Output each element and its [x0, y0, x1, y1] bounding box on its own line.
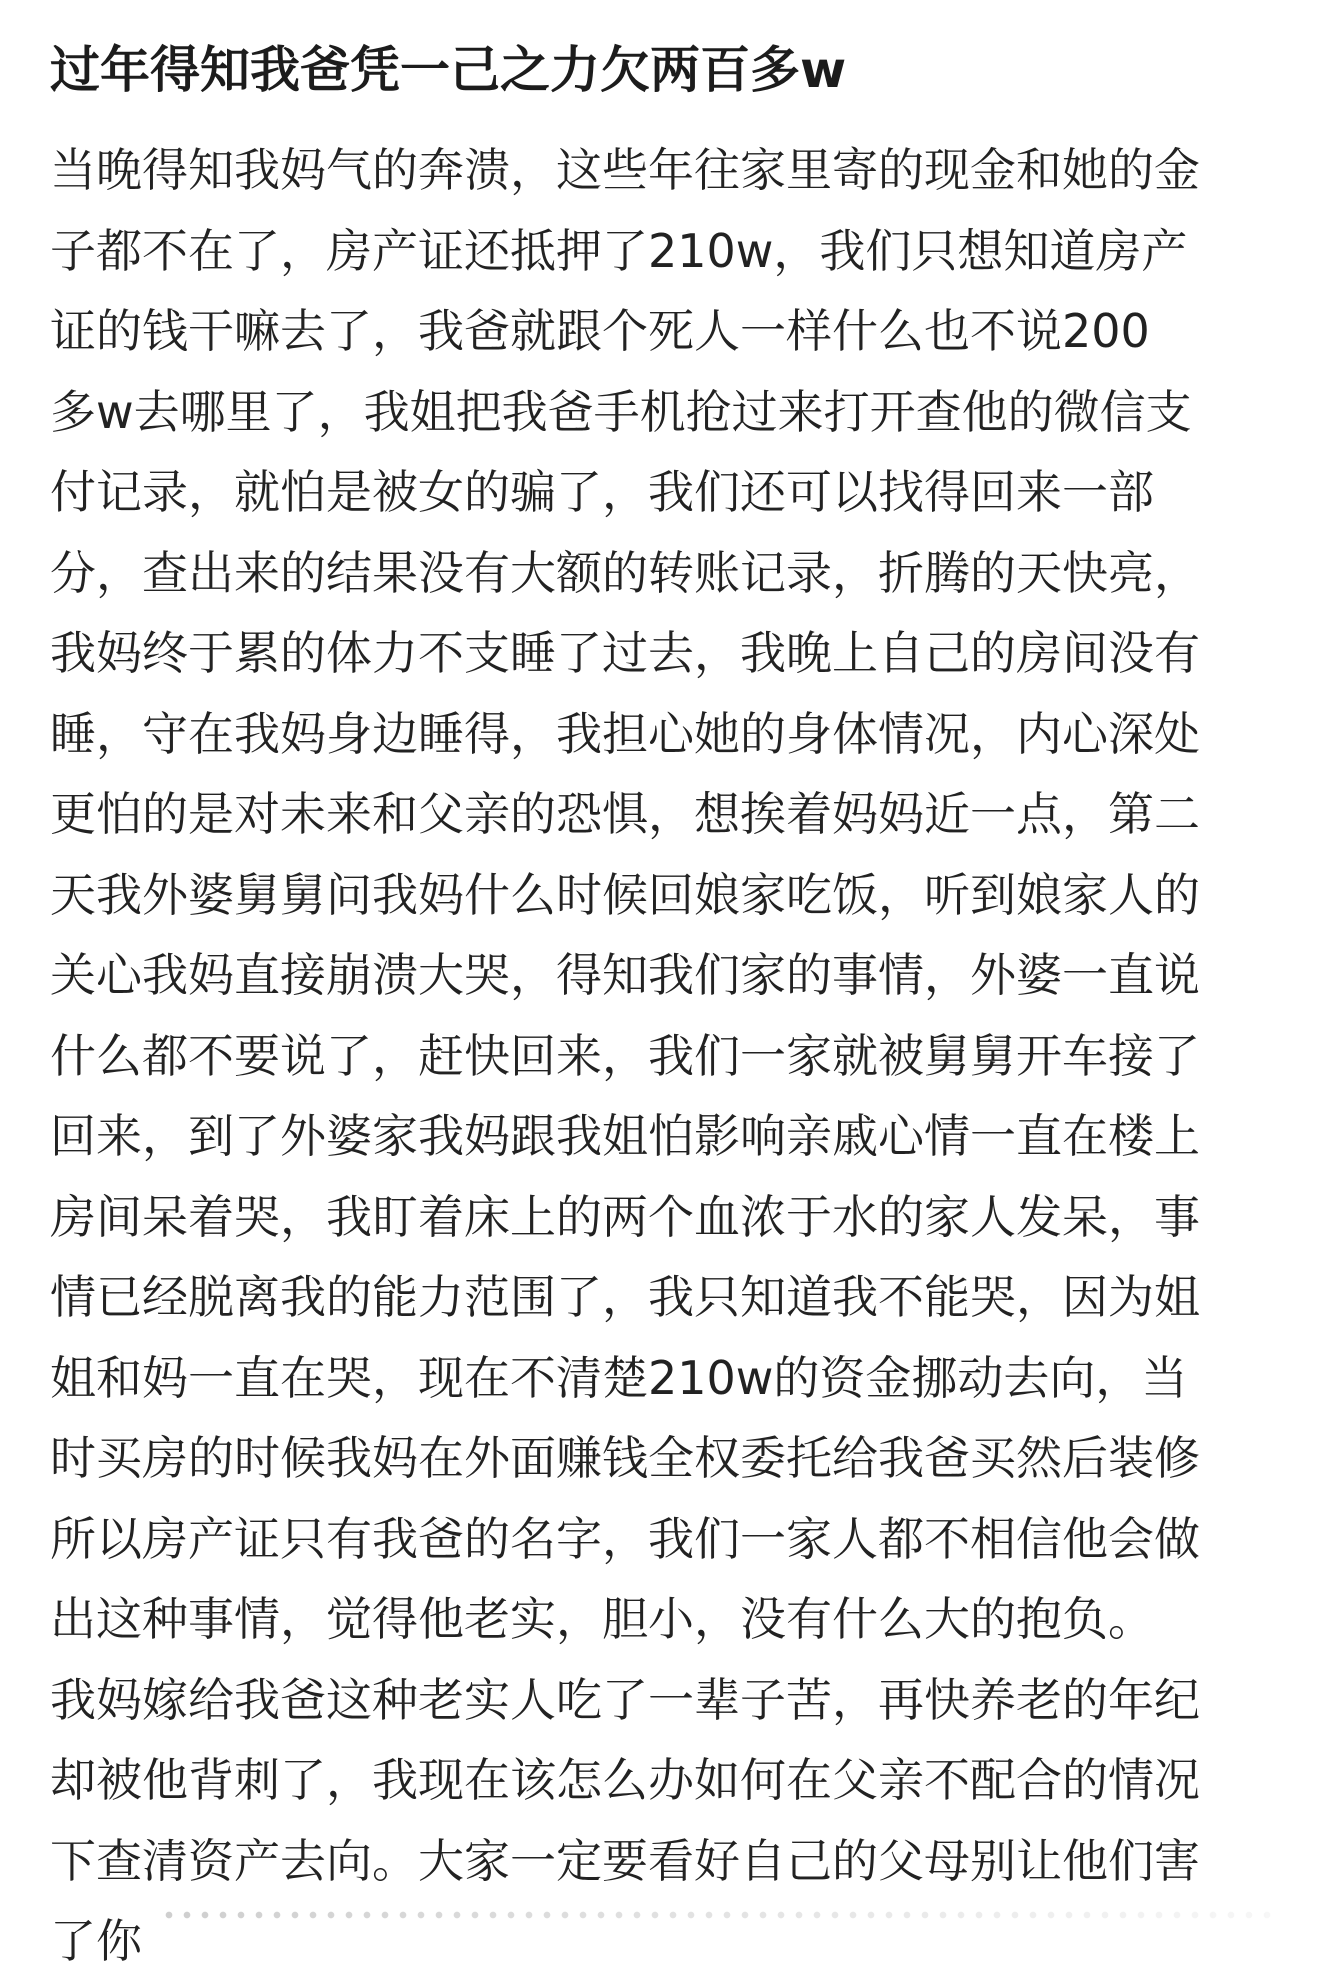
post-body-line: 情已经脱离我的能力范围了，我只知道我不能哭，因为姐 [50, 1270, 1200, 1324]
post-body-line: 所以房产证只有我爸的名字，我们一家人都不相信他会做 [50, 1511, 1200, 1566]
post-body-line: 子都不在了，房产证还抵押了210w，我们只想知道房产 [50, 223, 1188, 278]
post-body-line: 当晚得知我妈气的奔溃，这些年往家里寄的现金和她的金 [50, 143, 1200, 197]
post-body-line: 房间呆着哭，我盯着床上的两个血浓于水的家人发呆，事 [50, 1189, 1200, 1244]
post-container [50, 22, 1280, 1982]
post-body-line: 了你 [50, 1914, 142, 1968]
post-title: 过年得知我爸凭一己之力欠两百多w [50, 41, 847, 99]
post-body-line: 姐和妈一直在哭，现在不清楚210w的资金挪动去向，当 [50, 1350, 1188, 1405]
post-body-line: 我妈嫁给我爸这种老实人吃了一辈子苦，再快养老的年纪 [50, 1672, 1200, 1727]
post-body-line: 时买房的时候我妈在外面赚钱全权委托给我爸买然后装修 [50, 1431, 1200, 1485]
truncation-dots [160, 1908, 1280, 1922]
post-body-line: 天我外婆舅舅问我妈什么时候回娘家吃饭，听到娘家人的 [50, 867, 1200, 922]
post-body-line: 分，查出来的结果没有大额的转账记录，折腾的天快亮， [50, 545, 1200, 600]
post-body-line: 下查清资产去向。大家一定要看好自己的父母别让他们害 [50, 1833, 1200, 1888]
post-body-line: 关心我妈直接崩溃大哭，得知我们家的事情，外婆一直说 [50, 948, 1200, 1002]
post-body-line: 出这种事情，觉得他老实，胆小，没有什么大的抱负。 [50, 1592, 1154, 1646]
post-body [50, 130, 1280, 1982]
post-body-line: 却被他背刺了，我现在该怎么办如何在父亲不配合的情况 [50, 1753, 1200, 1807]
post-body-line: 付记录，就怕是被女的骗了，我们还可以找得回来一部 [50, 465, 1154, 519]
post-body-line: 多w去哪里了，我姐把我爸手机抢过来打开查他的微信支 [50, 384, 1192, 439]
post-body-line: 证的钱干嘛去了，我爸就跟个死人一样什么也不说200 [50, 304, 1150, 358]
post-body-line: 回来，到了外婆家我妈跟我姐怕影响亲戚心情一直在楼上 [50, 1109, 1200, 1163]
post-body-line: 睡，守在我妈身边睡得，我担心她的身体情况，内心深处 [50, 706, 1200, 761]
post-body-line: 我妈终于累的体力不支睡了过去，我晚上自己的房间没有 [50, 626, 1200, 680]
post-body-line: 什么都不要说了，赶快回来，我们一家就被舅舅开车接了 [50, 1028, 1200, 1083]
post-body-line: 更怕的是对未来和父亲的恐惧，想挨着妈妈近一点，第二 [50, 787, 1200, 841]
